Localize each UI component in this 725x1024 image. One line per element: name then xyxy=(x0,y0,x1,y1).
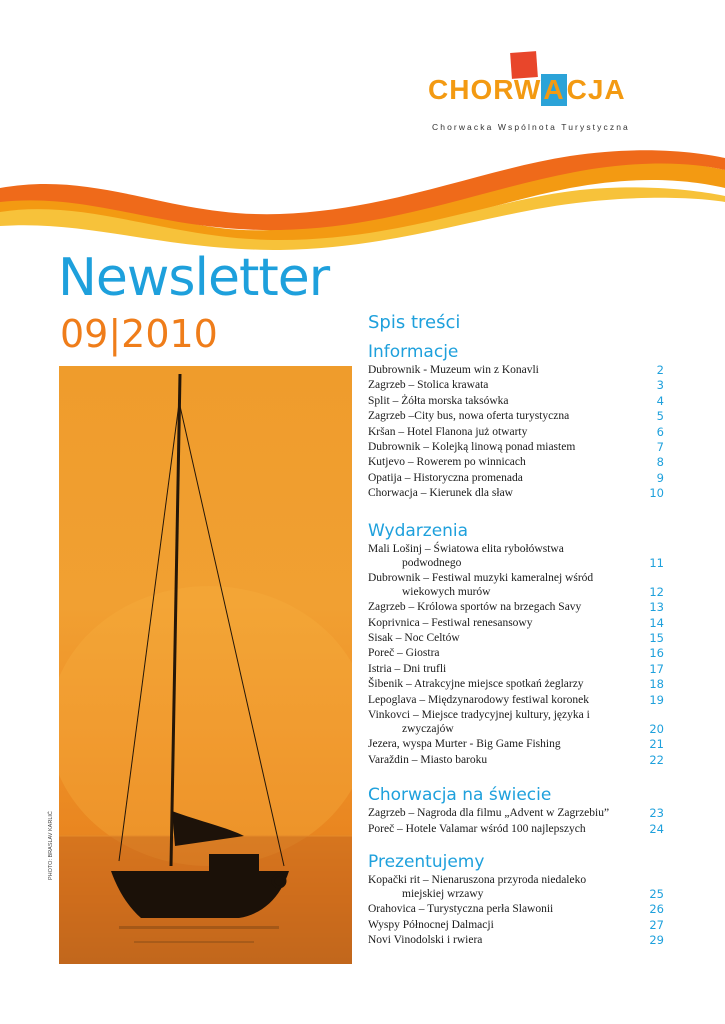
toc-entry[interactable]: Jezera, wyspa Murter - Big Game Fishing 21 xyxy=(368,737,664,752)
toc-entry[interactable]: Split – Żółta morska taksówka 4 xyxy=(368,393,664,408)
photo-credit: PHOTO: BRASLAV KARLIĆ xyxy=(48,811,54,880)
toc-section-title: Prezentujemy xyxy=(368,851,485,872)
toc-entry[interactable]: Orahovica – Turystyczna perła Slawonii 26 xyxy=(368,902,664,917)
toc-entry[interactable]: Poreč – Giostra 16 xyxy=(368,646,664,661)
toc-entry[interactable]: Zagrzeb – Nagroda dla filmu „Advent w Zagrzebiu” 23 xyxy=(368,806,664,821)
toc-entry[interactable]: Dubrownik – Kolejką linową ponad miastem 7 xyxy=(368,439,664,454)
toc-section-title: Informacje xyxy=(368,342,459,362)
toc-section-title: Wydarzenia xyxy=(368,520,469,541)
toc-entry[interactable]: Wyspy Północnej Dalmacji 27 xyxy=(368,917,664,932)
toc-entry[interactable]: Kršan – Hotel Flanona już otwarty 6 xyxy=(368,424,664,439)
toc-entry[interactable]: Istria – Dni trufli 17 xyxy=(368,661,664,676)
toc-entry[interactable]: Mali Lošinj – Światowa elita rybołówstwa podwodnego 11 xyxy=(368,542,664,570)
sailboat-sunset-photo xyxy=(59,366,352,964)
toc-entry[interactable]: Zagrzeb – Królowa sportów na brzegach Savy 13 xyxy=(368,600,664,615)
logo-wordmark-a: A xyxy=(543,74,565,105)
logo-subtitle: Chorwacka Wspólnota Turystyczna xyxy=(432,122,630,132)
toc-entry[interactable]: Kopački rit – Nienaruszona przyroda niedaleko miejskiej wrzawy 25 xyxy=(368,873,664,901)
chorwacja-logo xyxy=(428,52,628,142)
toc-entry[interactable]: Chorwacja – Kierunek dla sław 10 xyxy=(368,486,664,501)
toc-entry[interactable]: Dubrownik – Festiwal muzyki kameralnej wśród wiekowych murów 12 xyxy=(368,571,664,599)
toc-entry[interactable]: Poreč – Hotele Valamar wśród 100 najlepszych 24 xyxy=(368,821,664,836)
toc-entry[interactable]: Varaždin – Miasto baroku 22 xyxy=(368,752,664,767)
toc-entry[interactable]: Lepoglava – Międzynarodowy festiwal koronek 19 xyxy=(368,692,664,707)
newsletter-title: Newsletter xyxy=(58,248,330,308)
toc-entry[interactable]: Vinkovci – Miejsce tradycyjnej kultury, języka i zwyczajów 20 xyxy=(368,709,664,737)
issue-number: 09|2010 xyxy=(60,312,218,356)
toc-entry[interactable]: Zagrzeb – Stolica krawata 3 xyxy=(368,378,664,393)
toc-entry[interactable]: Zagrzeb –City bus, nowa oferta turystyczna 5 xyxy=(368,409,664,424)
toc-entry[interactable]: Novi Vinodolski i rwiera 29 xyxy=(368,933,664,948)
toc-entry[interactable]: Dubrownik - Muzeum win z Konavli 2 xyxy=(368,363,664,377)
toc-entry[interactable]: Šibenik – Atrakcyjne miejsce spotkań żeglarzy 18 xyxy=(368,677,664,692)
toc-section-title: Chorwacja na świecie xyxy=(368,785,552,806)
toc-entry[interactable]: Sisak – Noc Celtów 15 xyxy=(368,631,664,646)
toc-entry[interactable]: Koprivnica – Festiwal renesansowy 14 xyxy=(368,615,664,630)
toc-heading: Spis treści xyxy=(368,312,461,333)
logo-wordmark: CHORWACJA xyxy=(428,74,626,105)
toc-entry[interactable]: Opatija – Historyczna promenada 9 xyxy=(368,470,664,485)
sailboat-illustration xyxy=(59,366,352,964)
toc-entry[interactable]: Kutjevo – Rowerem po winnicach 8 xyxy=(368,455,664,470)
table-of-contents xyxy=(368,312,664,949)
decorative-waves xyxy=(0,140,725,250)
